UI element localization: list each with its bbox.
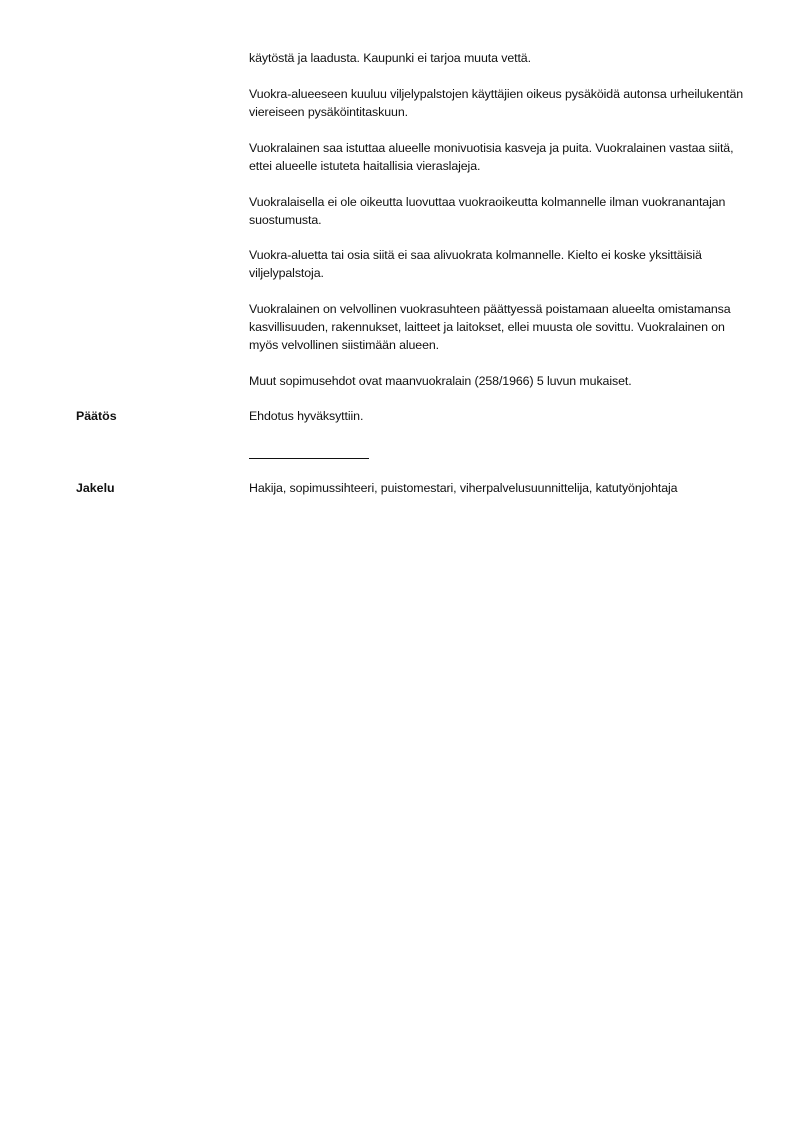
decision-text: Ehdotus hyväksyttiin. [249,409,364,423]
paragraph-subletting: Vuokra-aluetta tai osia siitä ei saa alivuokrata kolmannelle. Kielto ei koske yksittäisiä viljelypalstoja. [249,248,702,280]
signature-divider [249,458,369,459]
paragraph-transfer: Vuokralaisella ei ole oikeutta luovuttaa vuokraoikeutta kolmannelle ilman vuokranantajan suostumusta. [249,195,726,227]
paragraph-water-usage: käytöstä ja laadusta. Kaupunki ei tarjoa muuta vettä. [249,51,531,65]
paragraph-removal-obligation: Vuokralainen on velvollinen vuokrasuhteen päättyessä poistamaan alueelta omistamansa kasvillisuuden, rakennukset, laitteet ja laitokset, ellei muusta ole sovittu. Vuokralainen on myös velvollinen siistimään alueen. [249,302,731,352]
distribution-label: Jakelu [76,481,115,495]
distribution-text: Hakija, sopimussihteeri, puistomestari, viherpalvelusuunnittelija, katutyönjohtaja [249,481,678,495]
paragraph-other-terms: Muut sopimusehdot ovat maanvuokralain (258/1966) 5 luvun mukaiset. [249,374,632,388]
decision-label: Päätös [76,409,117,423]
paragraph-planting: Vuokralainen saa istuttaa alueelle monivuotisia kasveja ja puita. Vuokralainen vastaa siitä, ettei alueelle istuteta haitallisia vieraslajeja. [249,141,734,173]
paragraph-parking: Vuokra-alueeseen kuuluu viljelypalstojen käyttäjien oikeus pysäköidä autonsa urheilukentän viereiseen pysäköintitaskuun. [249,87,744,119]
